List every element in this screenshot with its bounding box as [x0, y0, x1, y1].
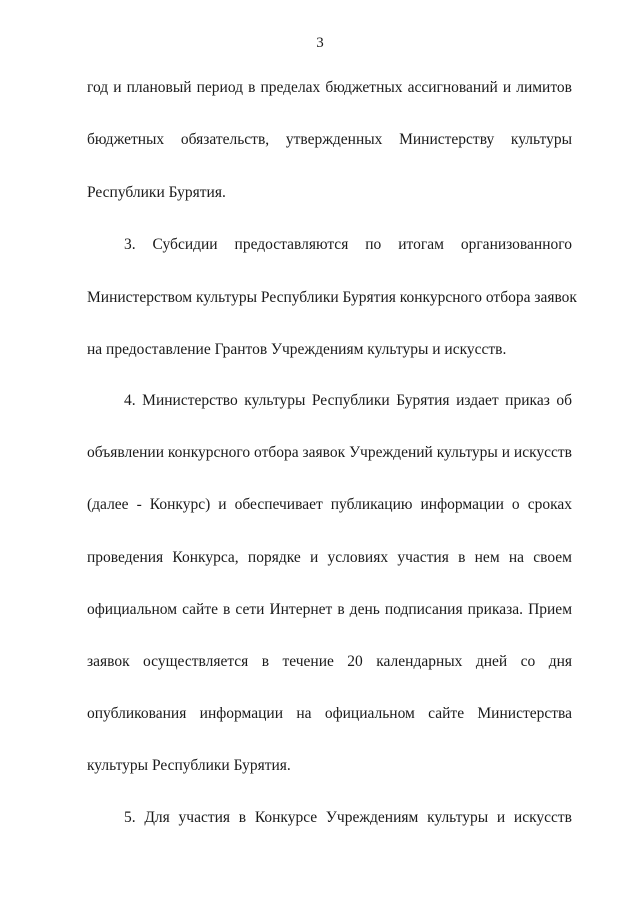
text-line: на предоставление Грантов Учреждениям культуры и искусств. — [87, 341, 507, 358]
text-line: официальном сайте в сети Интернет в день подписания приказа. Прием — [87, 601, 572, 618]
text-line: объявлении конкурсного отбора заявок Учреждений культуры и искусств — [87, 444, 572, 461]
text-line: (далее - Конкурс) и обеспечивает публикацию информации о сроках — [87, 496, 572, 513]
text-line: опубликования информации на официальном сайте Министерства — [87, 705, 572, 722]
text-line: культуры Республики Бурятия. — [87, 757, 291, 774]
text-line: Министерством культуры Республики Бурятия конкурсного отбора заявок — [87, 289, 577, 306]
page-number: 3 — [316, 35, 324, 51]
paragraph-5-first-line: 5. Для участия в Конкурсе Учреждениям культуры и искусств — [124, 809, 572, 826]
text-line: заявок осуществляется в течение 20 календарных дней со дня — [87, 653, 572, 670]
text-line: Республики Бурятия. — [87, 184, 226, 201]
paragraph-3-first-line: 3. Субсидии предоставляются по итогам организованного — [124, 236, 572, 253]
text-line: бюджетных обязательств, утвержденных Министерству культуры — [87, 131, 572, 148]
text-line: проведения Конкурса, порядке и условиях участия в нем на своем — [87, 549, 572, 566]
text-line: год и плановый период в пределах бюджетных ассигнований и лимитов — [87, 79, 572, 96]
paragraph-4-first-line: 4. Министерство культуры Республики Бурятия издает приказ об — [124, 392, 572, 409]
